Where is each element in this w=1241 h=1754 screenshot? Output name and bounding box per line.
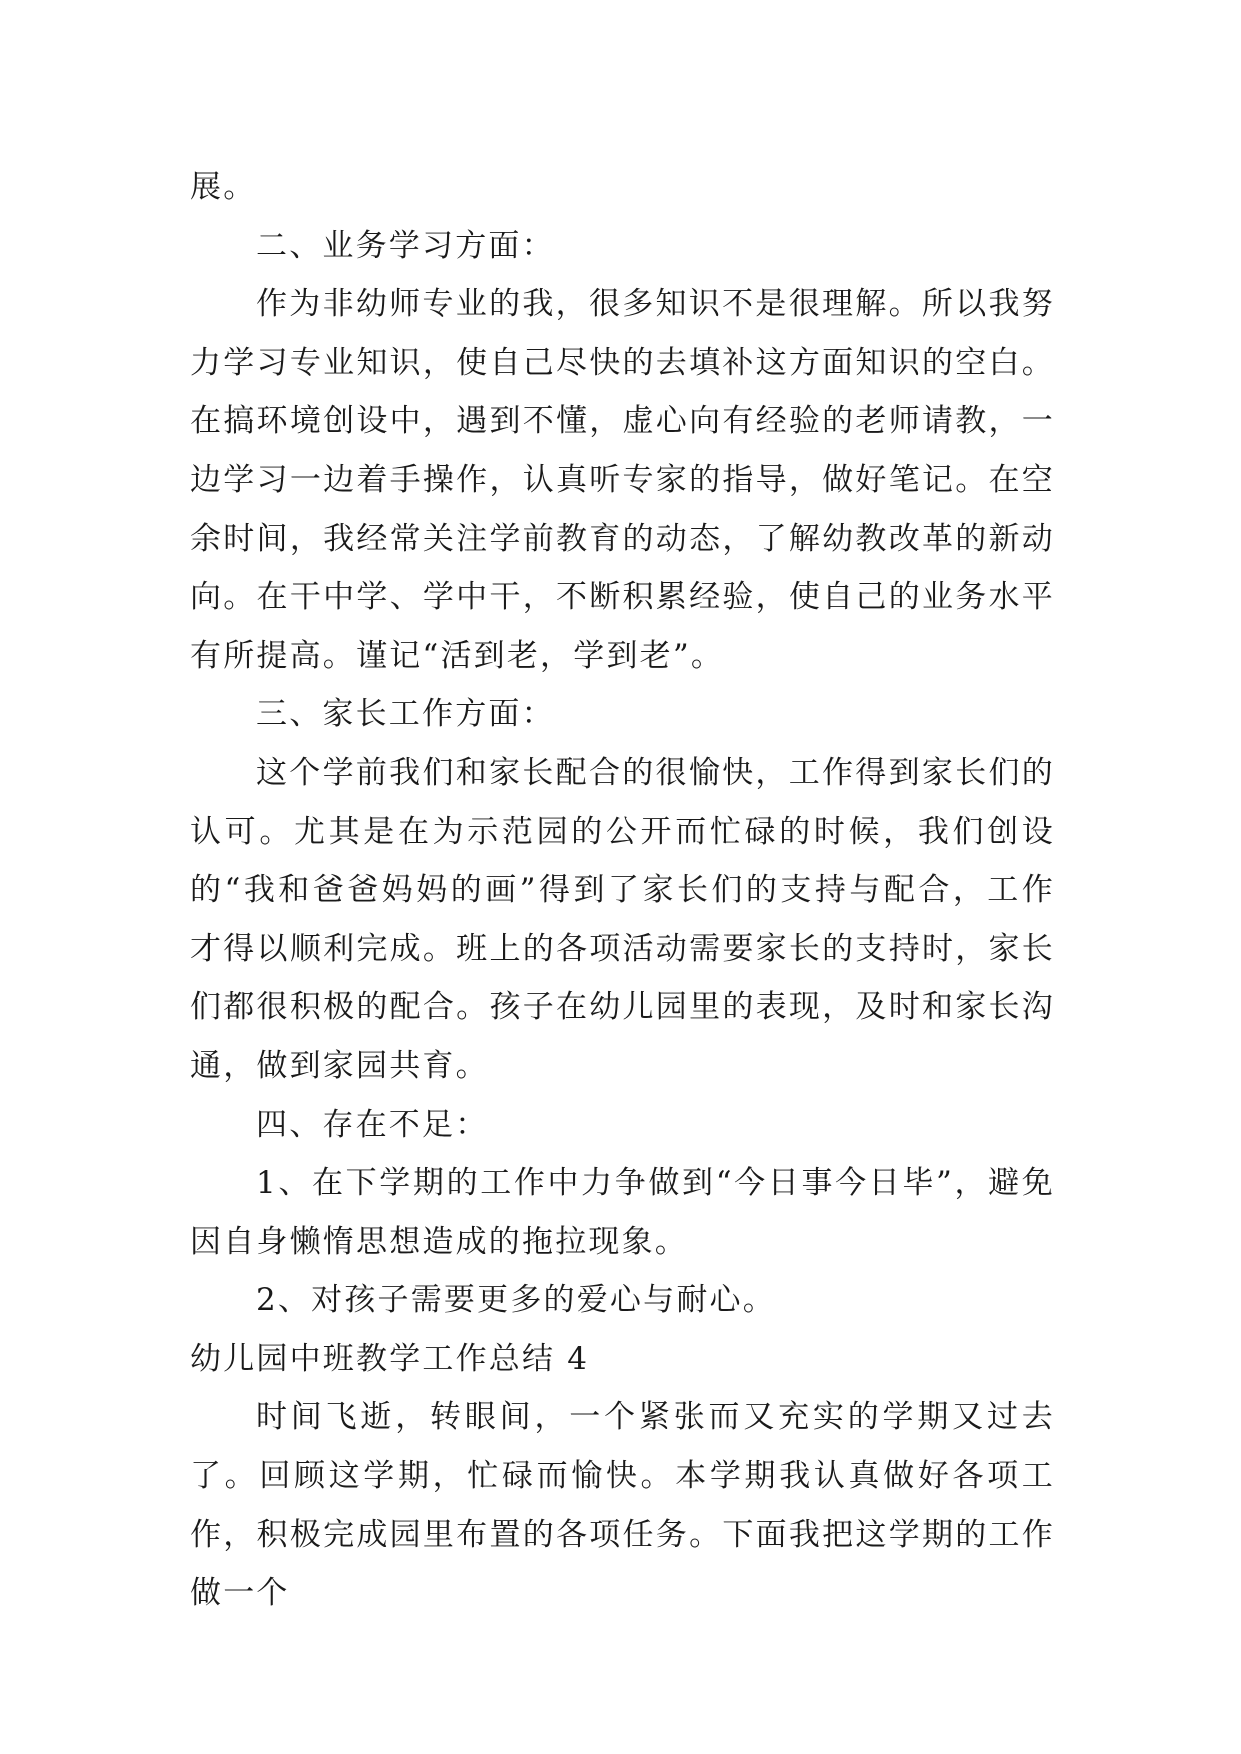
document-title: 幼儿园中班教学工作总结 4 — [190, 1340, 590, 1377]
paragraph-parent-work: 这个学前我们和家长配合的很愉快，工作得到家长们的认可。尤其是在为示范园的公开而忙碌的时候，我们创设的“我和爸爸妈妈的画”得到了家长们的支持与配合，工作才得以顺利完成。班上的各项活动需要家长的支持时，家长们都很积极的配合。孩子在幼儿园里的表现，及时和家长沟通，做到家园共育。 — [190, 754, 1055, 1084]
paragraph-summary-intro: 时间飞逝，转眼间，一个紧张而又充实的学期又过去了。回顾这学期，忙碌而愉快。本学期我认真做好各项工作，积极完成园里布置的各项任务。下面我把这学期的工作做一个 — [190, 1399, 1055, 1612]
section-heading-business-study: 二、业务学习方面： — [256, 227, 555, 264]
document-body — [190, 158, 1055, 1623]
section-heading-parent-work: 三、家长工作方面： — [256, 696, 555, 733]
section-heading-shortcomings: 四、存在不足： — [256, 1106, 489, 1143]
list-item-shortcoming-2: 2、对孩子需要更多的爱心与耐心。 — [256, 1282, 776, 1319]
paragraph-continuation: 展。 — [190, 169, 257, 205]
list-item-shortcoming-1: 1、在下学期的工作中力争做到“今日事今日毕”，避免因自身懒惰思想造成的拖拉现象。 — [190, 1165, 1055, 1260]
paragraph-business-study: 作为非幼师专业的我，很多知识不是很理解。所以我努力学习专业知识，使自己尽快的去填补这方面知识的空白。在搞环境创设中，遇到不懂，虚心向有经验的老师请教，一边学习一边着手操作，认真听专家的指导，做好笔记。在空余时间，我经常关注学前教育的动态，了解幼教改革的新动向。在干中学、学中干，不断积累经验，使自己的业务水平有所提高。谨记“活到老，学到老”。 — [190, 286, 1055, 674]
